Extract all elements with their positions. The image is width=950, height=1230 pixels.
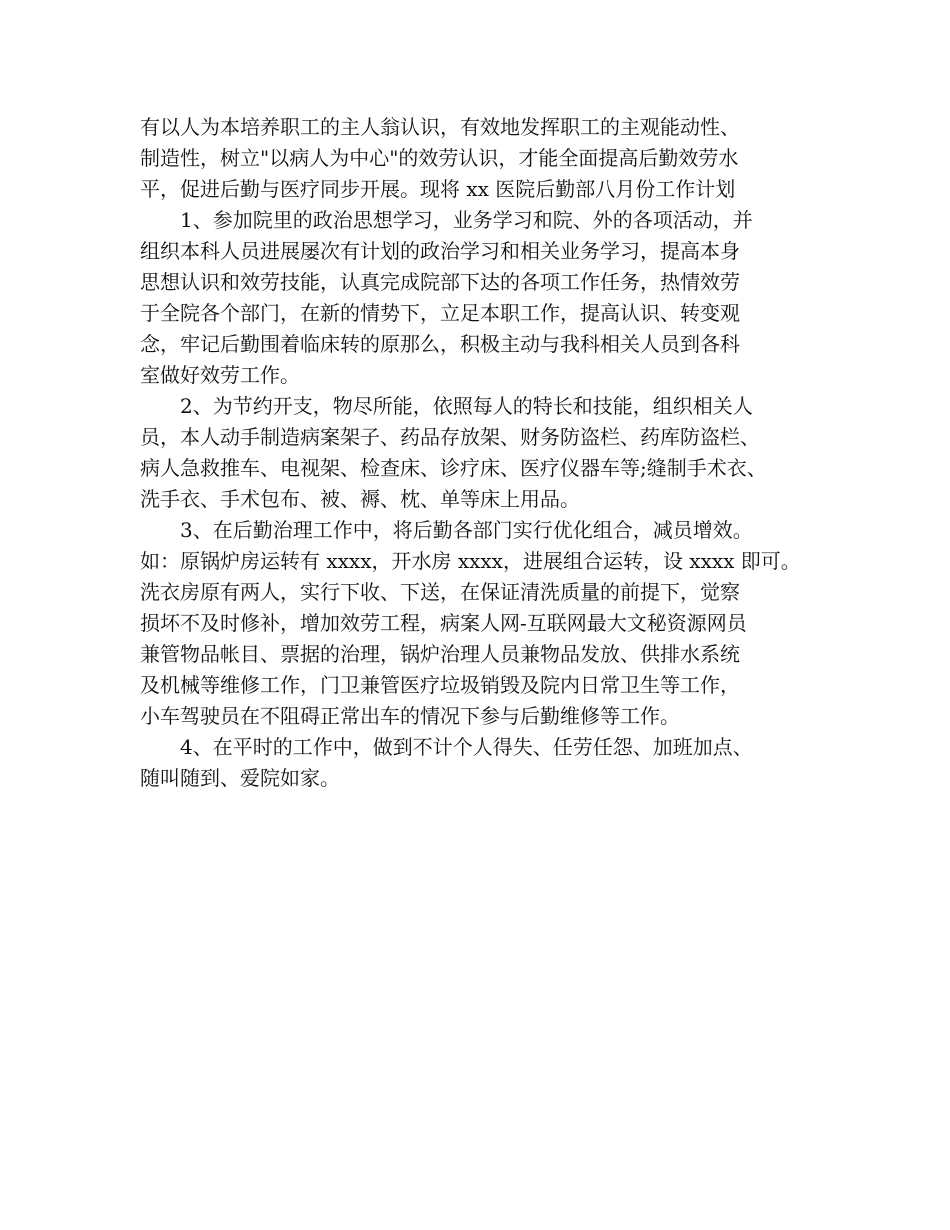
- document-body: [140, 112, 820, 794]
- text-line: 于全院各个部门，在新的情势下，立足本职工作，提高认识、转变观: [140, 301, 740, 325]
- text-line: 有以人为本培养职工的主人翁认识，有效地发挥职工的主观能动性、: [140, 115, 740, 139]
- text-line: 如：原锅炉房运转有 xxxx，开水房 xxxx，进展组合运转，设 xxxx 即可。: [140, 549, 801, 573]
- text-line: 损坏不及时修补，增加效劳工程，病案人网-互联网最大文秘资源网员: [140, 611, 747, 635]
- text-line: 思想认识和效劳技能，认真完成院部下达的各项工作任务，热情效劳: [140, 270, 740, 294]
- paragraph-3-first-line: 3、在后勤治理工作中，将后勤各部门实行优化组合，减员增效。: [180, 518, 753, 542]
- paragraph-1-first-line: 1、参加院里的政治思想学习，业务学习和院、外的各项活动，并: [180, 208, 753, 232]
- paragraph-4-first-line: 4、在平时的工作中，做到不计个人得失、任劳任怨、加班加点、: [180, 735, 753, 759]
- text-line: 及机械等维修工作，门卫兼管医疗垃圾销毁及院内日常卫生等工作，: [140, 673, 740, 697]
- text-line: 洗衣房原有两人，实行下收、下送，在保证清洗质量的前提下，觉察: [140, 580, 740, 604]
- text-line: 小车驾驶员在不阻碍正常出车的情况下参与后勤维修等工作。: [140, 704, 680, 728]
- text-line: 念，牢记后勤围着临床转的原那么，积极主动与我科相关人员到各科: [140, 332, 740, 356]
- text-line: 组织本科人员进展屡次有计划的政治学习和相关业务学习，提高本身: [140, 239, 740, 263]
- paragraph-2-first-line: 2、为节约开支，物尽所能，依照每人的特长和技能，组织相关人: [180, 394, 753, 418]
- text-line: 平，促进后勤与医疗同步开展。现将 xx 医院后勤部八月份工作计划: [140, 177, 736, 201]
- text-line: 病人急救推车、电视架、检查床、诊疗床、医疗仪器车等;缝制手术衣、: [140, 456, 767, 480]
- text-line: 兼管物品帐目、票据的治理，锅炉治理人员兼物品发放、供排水系统: [140, 642, 740, 666]
- text-line: 洗手衣、手术包布、被、褥、枕、单等床上用品。: [140, 487, 580, 511]
- text-line: 制造性，树立"以病人为中心"的效劳认识，才能全面提高后勤效劳水: [140, 146, 739, 170]
- text-line: 室做好效劳工作。: [140, 363, 300, 387]
- text-line: 员，本人动手制造病案架子、药品存放架、财务防盗栏、药库防盗栏、: [140, 425, 760, 449]
- text-line: 随叫随到、爱院如家。: [140, 766, 340, 790]
